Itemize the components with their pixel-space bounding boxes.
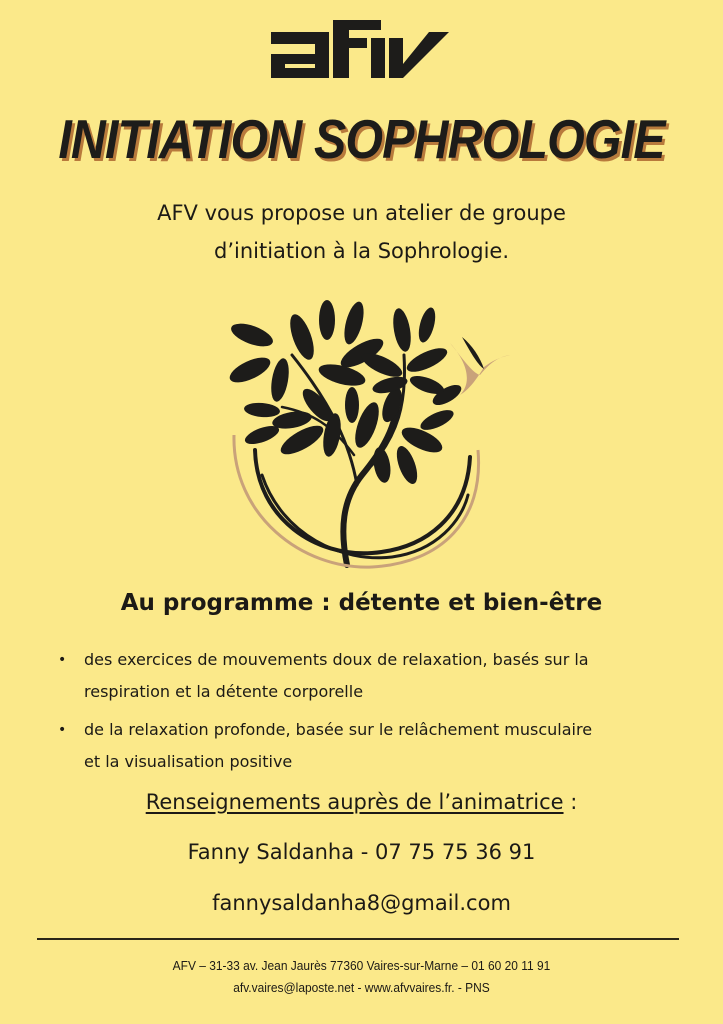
page-title: INITIATION SOPHROLOGIE <box>58 108 665 170</box>
footer-links: afv.vaires@laposte.net - www.afvvaires.fr. - PNS <box>233 980 490 995</box>
tree-with-bird-icon <box>222 295 522 575</box>
divider <box>37 938 679 940</box>
program-heading: Au programme : détente et bien-être <box>120 590 603 616</box>
intro-line-2: d’initiation à la Sophrologie. <box>213 239 510 263</box>
contact-email: fannysaldanha8@gmail.com <box>212 891 511 915</box>
program-list <box>58 644 698 784</box>
intro-line-1: AFV vous propose un atelier de groupe <box>157 201 566 225</box>
contact-heading: Renseignements auprès de l’animatrice : <box>145 790 578 814</box>
list-item: • des exercices de mouvements doux de relaxation, basés sur la respiration et la détente corporelle <box>58 644 698 708</box>
contact-name-phone: Fanny Saldanha - 07 75 75 36 91 <box>187 840 536 864</box>
intro-text <box>0 194 723 270</box>
afv-logo-icon <box>271 20 451 82</box>
list-item: • de la relaxation profonde, basée sur le relâchement musculaire et la visualisation positive <box>58 714 698 778</box>
contact-heading-label: Renseignements auprès de l’animatrice <box>145 790 564 814</box>
footer-address: AFV – 31-33 av. Jean Jaurès 77360 Vaires-sur-Marne – 01 60 20 11 91 <box>172 958 551 973</box>
